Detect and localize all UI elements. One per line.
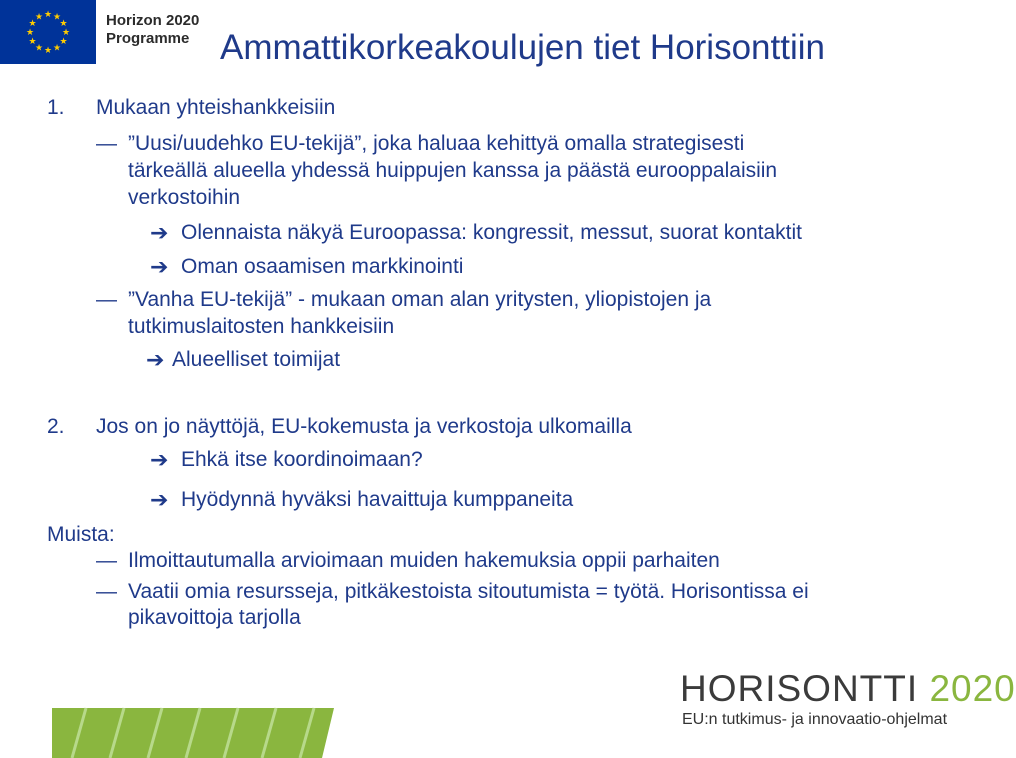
remember-item2-line2: pikavoittoja tarjolla (128, 606, 301, 629)
section2-number: 2. (47, 415, 65, 438)
arrow-right-icon: ➔ (146, 347, 165, 372)
brand-word: HORISONTTI (680, 668, 919, 709)
remember-item1: Ilmoittautumalla arvioimaan muiden hakemuksia oppii parhaiten (128, 549, 720, 572)
svg-text:★: ★ (25, 28, 35, 38)
svg-text:★: ★ (34, 12, 44, 23)
horizon-logo-line2: Programme (106, 30, 190, 47)
dash-bullet: — (96, 288, 117, 311)
section1-arrow3: Alueelliset toimijat (172, 348, 341, 371)
section1-bullet1-line1: ”Uusi/uudehko EU-tekijä”, joka haluaa kehittyä omalla strategisesti (128, 132, 745, 155)
arrow-right-icon: ➔ (150, 447, 169, 472)
brand-subtitle: EU:n tutkimus- ja innovaatio-ohjelmat (682, 711, 948, 728)
svg-text:★: ★ (28, 19, 37, 29)
green-stripe-decoration (52, 708, 334, 758)
section1-bullet1-line3: verkostoihin (128, 186, 241, 209)
svg-text:★: ★ (61, 28, 71, 38)
section1-heading: Mukaan yhteishankkeisiin (96, 96, 336, 119)
svg-text:★: ★ (28, 37, 37, 47)
section1-arrow1: Olennaista näkyä Euroopassa: kongressit, messut, suorat kontaktit (181, 221, 802, 244)
svg-text:★: ★ (43, 10, 53, 20)
arrow-right-icon: ➔ (150, 220, 169, 245)
svg-text:★: ★ (59, 37, 68, 47)
section2-arrow2: Hyödynnä hyväksi havaittuja kumppaneita (181, 488, 574, 511)
section1-bullet1-line2: tärkeällä alueella yhdessä huippujen kanssa ja päästä eurooppalaisiin (128, 159, 778, 182)
svg-text:★: ★ (59, 19, 68, 29)
horizon-logo-line1: Horizon 2020 (106, 12, 200, 29)
section1-arrow2: Oman osaamisen markkinointi (181, 255, 464, 278)
horizon-logo-text (106, 12, 199, 48)
section1-number: 1. (47, 96, 65, 119)
section2-heading: Jos on jo näyttöjä, EU-kokemusta ja verkostoja ulkomailla (96, 415, 632, 438)
dash-bullet: — (96, 132, 117, 155)
page-title: Ammattikorkeakoulujen tiet Horisonttiin (220, 28, 825, 67)
brand-number: 2020 (929, 668, 1016, 709)
section2-arrow1: Ehkä itse koordinoimaan? (181, 448, 423, 471)
svg-text:★: ★ (34, 43, 44, 54)
section1-bullet2-line2: tutkimuslaitosten hankkeisiin (128, 315, 395, 338)
remember-label: Muista: (47, 523, 115, 546)
horisontti-2020-logo (680, 668, 1016, 710)
eu-flag-logo (0, 0, 96, 64)
arrow-right-icon: ➔ (150, 254, 169, 279)
section1-bullet2-line1: ”Vanha EU-tekijä” - mukaan oman alan yritysten, yliopistojen ja (128, 288, 712, 311)
remember-item2-line1: Vaatii omia resursseja, pitkäkestoista sitoutumista = työtä. Horisontissa ei (128, 580, 809, 603)
dash-bullet: — (96, 580, 117, 603)
svg-text:★: ★ (43, 46, 53, 56)
dash-bullet: — (96, 549, 117, 572)
arrow-right-icon: ➔ (150, 487, 169, 512)
eu-stars-icon (0, 0, 96, 64)
svg-text:★: ★ (52, 43, 62, 54)
svg-text:★: ★ (52, 12, 62, 23)
